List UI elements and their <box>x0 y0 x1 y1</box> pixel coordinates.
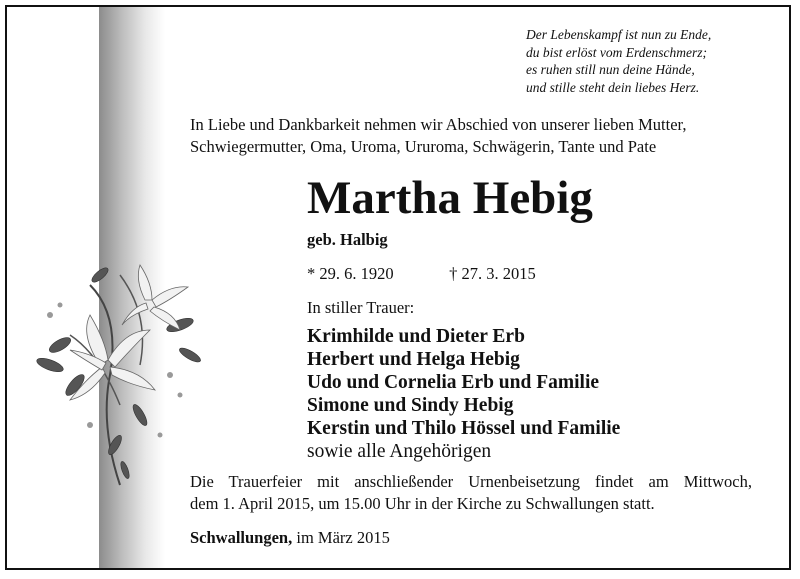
poem-line: es ruhen still nun deine Hände, <box>526 62 695 77</box>
mourner-entry: Krimhilde und Dieter Erb <box>307 326 525 347</box>
death-date: † 27. 3. 2015 <box>449 264 536 283</box>
deceased-name: Martha Hebig <box>307 172 593 224</box>
service-line: Die Trauerfeier mit anschließender Urnenbeisetzung findet am Mittwoch, <box>190 472 752 491</box>
life-dates <box>307 264 536 284</box>
place-and-date <box>190 528 390 548</box>
mourner-entry: Udo und Cornelia Erb und Familie <box>307 372 600 393</box>
mourning-label: In stiller Trauer: <box>307 298 415 317</box>
birth-date: * 29. 6. 1920 <box>307 264 394 283</box>
lily-bouquet-image <box>30 255 210 495</box>
poem-line: du bist erlöst vom Erdenschmerz; <box>526 44 707 60</box>
mourner-entry: Kerstin und Thilo Hössel und Familie <box>307 418 621 439</box>
intro-line: In Liebe und Dankbarkeit nehmen wir Abschied von unserer lieben Mutter, <box>190 115 687 134</box>
poem <box>526 26 711 96</box>
intro-line: Schwiegermutter, Oma, Uroma, Ururoma, Schwägerin, Tante und Pate <box>190 137 657 156</box>
notice-date: im März 2015 <box>296 528 390 547</box>
funeral-service-info <box>190 471 752 515</box>
intro-text <box>190 114 686 158</box>
town: Schwallungen, <box>190 528 293 547</box>
poem-line: Der Lebenskampf ist nun zu Ende, <box>526 27 712 42</box>
mourner-entry: Simone und Sindy Hebig <box>307 395 514 416</box>
birth-name: geb. Halbig <box>307 230 388 249</box>
mourners-list <box>307 325 620 463</box>
all-relatives: sowie alle Angehörigen <box>307 441 492 462</box>
service-line: dem 1. April 2015, um 15.00 Uhr in der Kirche zu Schwallungen statt. <box>190 494 655 513</box>
mourner-entry: Herbert und Helga Hebig <box>307 349 520 370</box>
poem-line: und stille steht dein liebes Herz. <box>526 79 700 95</box>
